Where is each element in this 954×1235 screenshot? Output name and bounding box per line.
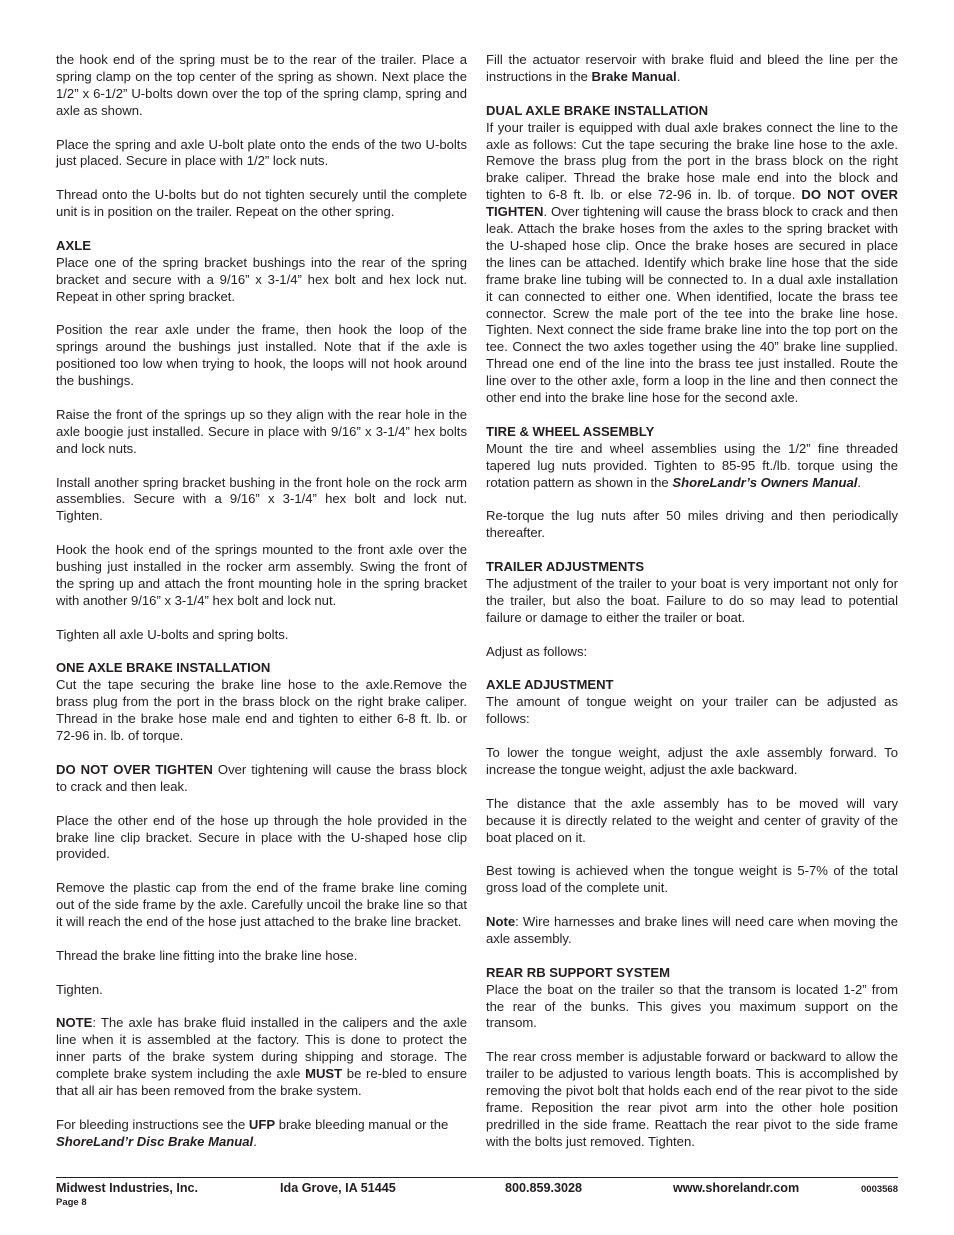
paragraph: Remove the plastic cap from the end of the frame brake line coming out of the side frame by the axle. Carefully uncoil the brake line so that it will reach the end of the hose just attached to the brake line bracket. [56, 880, 467, 930]
fill-text: . [676, 68, 681, 84]
paragraph: Best towing is achieved when the tongue weight is 5-7% of the total gross load of the complete unit. [486, 863, 898, 896]
footer-city: Ida Grove, IA 51445 [280, 1181, 396, 1195]
note-label: NOTE [56, 1015, 93, 1031]
paragraph [486, 52, 898, 86]
bleeding-paragraph [56, 1117, 467, 1151]
paragraph: Place the spring and axle U-bolt plate onto the ends of the two U-bolts just placed. Secure in place with 1/2” lock nuts. [56, 136, 467, 169]
footer-divider [56, 1177, 898, 1178]
paragraph: Tighten all axle U-bolts and spring bolts. [56, 626, 289, 642]
footer-document-code: 0003568 [861, 1184, 898, 1195]
section-heading-rear-rb-support: REAR RB SUPPORT SYSTEM [486, 964, 671, 980]
footer-phone: 800.859.3028 [505, 1181, 583, 1195]
footer-website: www.shorelandr.com [673, 1181, 800, 1195]
footer-company: Midwest Industries, Inc. [56, 1181, 199, 1195]
paragraph: Re-torque the lug nuts after 50 miles driving and then periodically thereafter. [486, 508, 898, 541]
paragraph [486, 441, 898, 492]
page-number: Page 8 [56, 1197, 87, 1208]
note-text: : The axle has brake fluid installed in the calipers and the axle line when it is assembled at the factory. This is done to protect the inner parts of the brake system during shipping and storage. The complete brake system including the axle [56, 1015, 467, 1082]
bleeding-text: For bleeding instructions see the [56, 1116, 249, 1132]
note-text: be re-bled to ensure that all air has been removed from the brake system. [56, 1066, 467, 1099]
paragraph: Tighten. [56, 981, 103, 997]
section-heading-one-axle-brake: ONE AXLE BRAKE INSTALLATION [56, 660, 271, 676]
paragraph: the hook end of the spring must be to the rear of the trailer. Place a spring clamp on the top center of the spring as shown. Next place the 1/2” x 6-1/2” U-bolts down over the top of the spring clamp, spring and axle as shown. [56, 52, 467, 118]
tire-text: Mount the tire and wheel assemblies using the 1/2” fine threaded tapered lug nuts provided. Tighten to 85-95 ft./lb. torque using the rotation pattern as shown in the [486, 440, 898, 490]
tire-text: . [857, 474, 862, 490]
bleeding-text: . [253, 1133, 257, 1149]
must-label: MUST [305, 1066, 343, 1082]
disc-brake-manual-title: ShoreLand’r Disc Brake Manual [56, 1133, 254, 1149]
paragraph: Install another spring bracket bushing in the front hole on the rock arm assemblies. Secure with a 9/16” x 3-1/4” hex bolt and lock nut. Tighten. [56, 474, 467, 524]
section-heading-dual-axle-brake: DUAL AXLE BRAKE INSTALLATION [486, 102, 709, 118]
paragraph: Adjust as follows: [486, 643, 588, 659]
right-column [486, 52, 898, 1151]
brake-manual-title: Brake Manual [591, 68, 677, 84]
dual-axle-text: If your trailer is equipped with dual axle brakes connect the line to the axle as follows: Cut the tape securing the brake line hose to the axle. Remove the brass plug from the port in the brass block on the right brake caliper. Thread the brake hose male end into the block and tighten to 6-8 ft. lb. or else 72-96 in. lb. of torque. [486, 119, 898, 203]
ufp-label: UFP [248, 1116, 276, 1132]
note-text: : Wire harnesses and brake lines will need care when moving the axle assembly. [486, 914, 898, 946]
left-column [56, 52, 467, 1151]
section-heading-axle-adjustment: AXLE ADJUSTMENT [486, 677, 614, 693]
paragraph: Cut the tape securing the brake line hose to the axle.Remove the brass plug from the port in the brass block on the right brake caliper. Thread in the brake hose male end and tighten to either 6-8 ft. lb. or 72-96 in. lb. of torque. [56, 677, 467, 744]
section-heading-tire-wheel: TIRE & WHEEL ASSEMBLY [486, 423, 655, 439]
paragraph: To lower the tongue weight, adjust the axle assembly forward. To increase the tongue weight, adjust the axle backward. [486, 745, 898, 777]
paragraph: Thread onto the U-bolts but do not tighten securely until the complete unit is in position on the trailer. Repeat on the other spring. [56, 187, 467, 220]
section-heading-axle: AXLE [56, 237, 91, 253]
paragraph: The amount of tongue weight on your trailer can be adjusted as follows: [486, 694, 898, 727]
warning-label: DO NOT OVER TIGHTEN [486, 187, 898, 220]
paragraph: Place one of the spring bracket bushings into the rear of the spring bracket and secure with a 9/16” x 3-1/4” hex bolt and hex lock nut. Repeat in other spring bracket. [56, 254, 467, 304]
paragraph [486, 120, 898, 407]
paragraph: The adjustment of the trailer to your boat is very important not only for the trailer, but also the boat. Failure to do so may lead to potential failure or damage to either the trailer or boat. [486, 576, 898, 625]
owners-manual-title: ShoreLandr’s Owners Manual [672, 474, 858, 490]
paragraph: Thread the brake line fitting into the brake line hose. [56, 947, 358, 963]
paragraph: Position the rear axle under the frame, then hook the loop of the springs around the bushings just installed. Note that if the axle is positioned too low when trying to hook, the loops will not hook around the bushings. [56, 322, 467, 389]
warning-label: DO NOT OVER TIGHTEN [56, 761, 213, 777]
note-paragraph [56, 1015, 467, 1100]
dual-axle-text: . Over tightening will cause the brass block to crack and then leak. Attach the brake hoses from the axles to the spring bracket with the U-shaped hose clip. Once the brake hoses are secured in place the lines can be attached. Identify which brake line hose that the side frame brake line tubing will be connected to. In a dual axle installation it can connected to either one. When identified, locate the brass tee connector. Screw the male port of the tee into the brake line hose. Tighten. Next connect the side frame brake line into the top port on the tee. Connect the two axles together using the 40” brake line supplied. Thread one end of the line into the brass tee just installed. Route the line over to the other axle, form a loop in the line and then connect the other end into the brake line hose for the second axle. [486, 204, 898, 406]
warning-paragraph [56, 762, 467, 796]
paragraph: Raise the front of the springs up so they align with the rear hole in the axle boogie just installed. Secure in place with 9/16” x 3-1/4” hex bolts and lock nuts. [56, 406, 467, 456]
paragraph: Hook the hook end of the springs mounted to the front axle over the bushing just installed in the rocker arm assembly. Swing the front of the spring up and attach the front mounting hole in the spring bracket with another 9/16” x 3-1/4” hex bolt and lock nut. [56, 542, 467, 608]
page-footer [56, 1181, 898, 1215]
note-label: Note [486, 914, 516, 930]
warning-text: Over tightening will cause the brass block to crack and then leak. [56, 761, 467, 794]
paragraph: The distance that the axle assembly has to be moved will vary because it is directly related to the weight and center of gravity of the boat placed on it. [486, 795, 898, 845]
paragraph: Place the other end of the hose up through the hole provided in the brake line clip bracket. Secure in place with the U-shaped hose clip provided. [56, 812, 467, 862]
fill-text: Fill the actuator reservoir with brake fluid and bleed the line per the instructions in the [486, 52, 898, 84]
paragraph: Place the boat on the trailer so that the transom is located 1-2” from the rear of the bunks. This gives you maximum support on the transom. [486, 981, 898, 1031]
bleeding-text: brake bleeding manual or the [275, 1116, 449, 1132]
section-heading-trailer-adjustments: TRAILER ADJUSTMENTS [486, 559, 645, 575]
paragraph: The rear cross member is adjustable forward or backward to allow the trailer to be adjusted to various length boats. This is accomplished by removing the pivot bolt that holds each end of the rear pivot to the side frame. Reposition the rear pivot arm into the other hole position predrilled in the side frame. Reattach the rear pivot to the side frame with the bolts just removed. Tighten. [486, 1049, 898, 1149]
note-paragraph [486, 914, 898, 948]
